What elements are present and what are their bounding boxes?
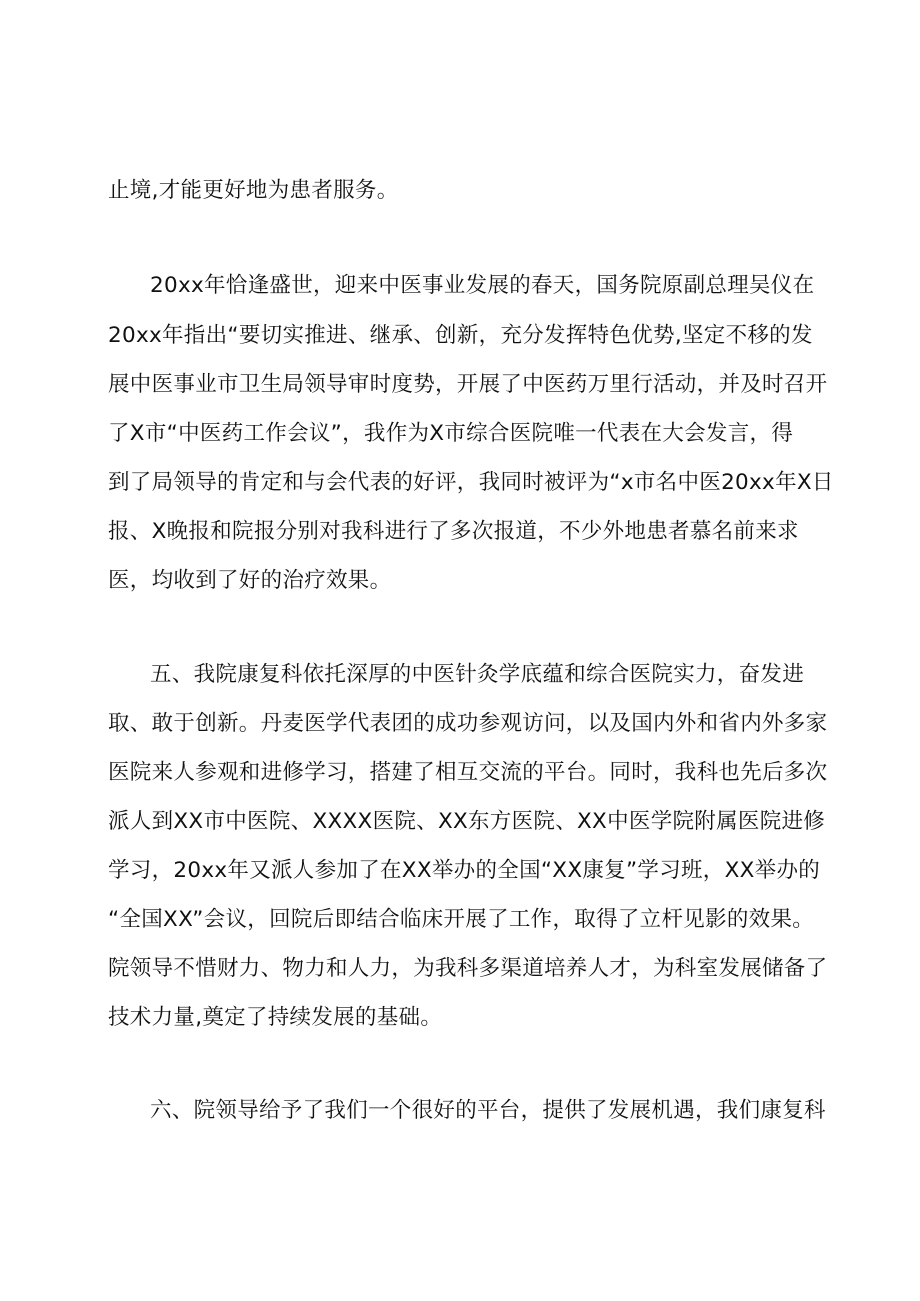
text-line: 医，均收到了好的治疗效果。 <box>108 568 392 593</box>
text-line: 学习，20xx年又派人参加了在XX举办的全国“XX康复”学习班，XX举办的 <box>108 858 821 883</box>
text-line: 到了局领导的肯定和与会代表的好评，我同时被评为“x市名中医20xx年X日 <box>108 470 834 495</box>
text-line: 20xx年指出“要切实推进、继承、创新，充分发挥特色优势,坚定不移的发 <box>108 323 813 348</box>
text-line: 了X市“中医药工作会议”，我作为X市综合医院唯一代表在大会发言，得 <box>108 421 794 446</box>
text-line: 报、X晚报和院报分别对我科进行了多次报道，不少外地患者慕名前来求 <box>108 519 799 544</box>
text-line: 五、我院康复科依托深厚的中医针灸学底蕴和综合医院实力，奋发进 <box>150 662 805 687</box>
text-line: 技术力量,奠定了持续发展的基础。 <box>108 1005 443 1030</box>
text-line: 取、敢于创新。丹麦医学代表团的成功参观访问，以及国内外和省内外多家 <box>108 711 828 736</box>
text-line: “全国XX”会议，回院后即结合临床开展了工作，取得了立杆见影的效果。 <box>108 907 815 932</box>
text-line: 展中医事业市卫生局领导审时度势，开展了中医药万里行活动，并及时召开 <box>108 372 828 397</box>
text-line: 六、院领导给予了我们一个很好的平台，提供了发展机遇，我们康复科 <box>150 1098 826 1123</box>
text-line: 派人到XX市中医院、XXXX医院、XX东方医院、XX中医学院附属医院进修 <box>108 809 826 834</box>
text-line: 院领导不惜财力、物力和人力，为我科多渠道培养人才，为科室发展储备了 <box>108 956 828 981</box>
text-line: 止境,才能更好地为患者服务。 <box>108 178 399 203</box>
text-line: 医院来人参观和进修学习，搭建了相互交流的平台。同时，我科也先后多次 <box>108 760 828 785</box>
text-line: 20xx年恰逢盛世，迎来中医事业发展的春天，国务院原副总理吴仪在 <box>150 273 815 298</box>
